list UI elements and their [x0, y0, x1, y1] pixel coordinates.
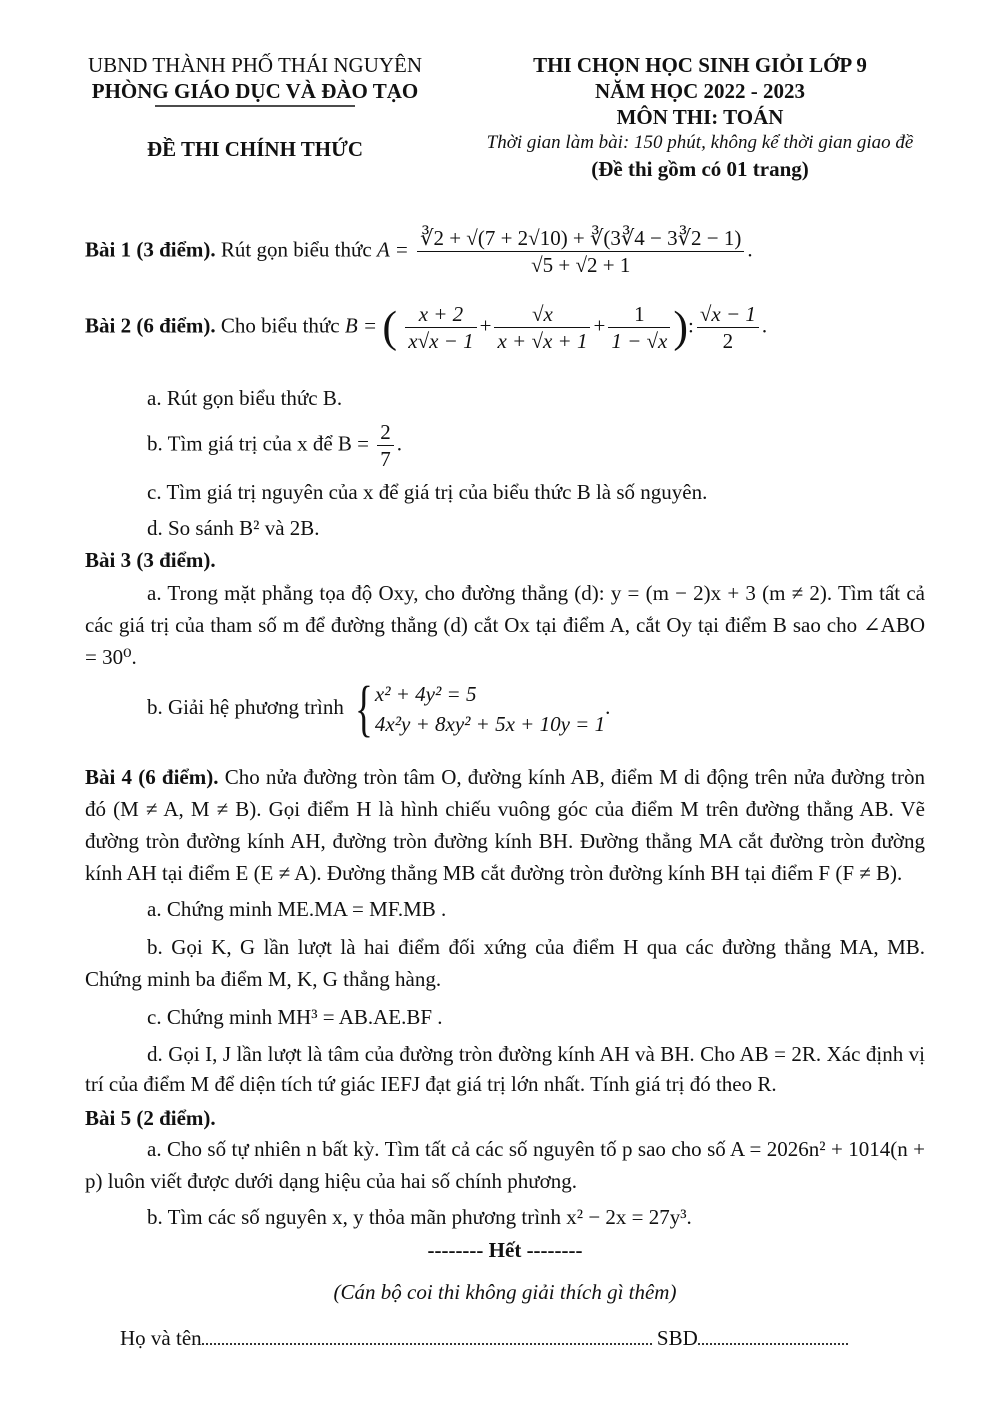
system-equation-1: x² + 4y² = 5 — [374, 682, 477, 706]
problem-2d: d. So sánh B² và 2B. — [147, 516, 320, 540]
candidate-name-label: Họ và tên — [120, 1326, 202, 1350]
problem-2-label: Bài 2 (6 điểm). — [85, 313, 216, 338]
problem-2b-den: 7 — [380, 447, 391, 471]
fraction-1-den: x√x − 1 — [408, 329, 474, 353]
problem-2b: b. Tìm giá trị của x để B = $\frac{2}{7}$ . — [147, 420, 402, 471]
problem-2-lhs: B = — [344, 313, 378, 338]
problem-2-fraction-4 — [697, 301, 759, 354]
problem-2c: c. Tìm giá trị nguyên của x để giá trị của biểu thức B là số nguyên. — [147, 480, 708, 504]
header-duration: Thời gian làm bài: 150 phút, không kể thời gian giao đề — [486, 132, 914, 153]
problem-1-text: Rút gọn biểu thức — [220, 237, 372, 262]
problem-2b-num: 2 — [377, 419, 394, 446]
problem-3-label: Bài 3 (3 điểm). — [85, 548, 216, 572]
problem-5a: a. Cho số tự nhiên n bất kỳ. Tìm tất cả các số nguyên tố p sao cho số A = 2026n² + 1014(n + p) luôn viết được dưới dạng hiệu của hai số chính phương. — [85, 1137, 925, 1193]
problem-2b-text: b. Tìm giá trị của x để B = — [147, 431, 369, 456]
footer-note: (Cán bộ coi thi không giải thích gì thêm) — [333, 1280, 677, 1304]
candidate-sbd-label: SBD — [656, 1326, 698, 1350]
end-marker: -------- Hết -------- — [427, 1238, 583, 1262]
fraction-2-den: x + √x + 1 — [497, 329, 588, 353]
problem-5-label: Bài 5 (2 điểm). — [85, 1106, 216, 1130]
problem-2-fraction-2 — [494, 301, 590, 354]
fraction-2-num: √x — [494, 301, 590, 328]
header-pages: (Đề thi gồm có 01 trang) — [591, 157, 809, 181]
problem-1-end: . — [747, 237, 753, 262]
header-left — [60, 52, 450, 162]
problem-2-fraction-3 — [608, 301, 670, 354]
problem-1-numerator: ∛2 + √(7 + 2√10) + ∛(3∛4 − 3∛2 − 1) — [417, 225, 744, 252]
problem-4c: c. Chứng minh MH³ = AB.AE.BF . — [147, 1005, 443, 1029]
header-authority: UBND THÀNH PHỐ THÁI NGUYÊN — [87, 53, 423, 77]
system-lines — [375, 679, 605, 739]
candidate-info — [85, 1323, 925, 1355]
problem-2-lparen: ( — [382, 302, 398, 352]
problem-2-fraction-1 — [405, 301, 476, 354]
problem-2-rparen: ) — [673, 302, 688, 352]
problem-4-label: Bài 4 (6 điểm). — [85, 765, 219, 789]
problem-4 — [85, 761, 925, 889]
problem-5b: b. Tìm các số nguyên x, y thỏa mãn phương trình x² − 2x = 27y³. — [147, 1205, 692, 1229]
header-right — [450, 52, 950, 182]
header-department: PHÒNG GIÁO DỤC VÀ ĐÀO TẠO — [91, 79, 419, 103]
problem-2-text: Cho biểu thức — [220, 313, 340, 338]
problem-2a: a. Rút gọn biểu thức B. — [147, 386, 343, 410]
problem-1-label: Bài 1 (3 điểm). — [85, 237, 216, 262]
exam-content — [85, 225, 925, 1355]
header-school-year: NĂM HỌC 2022 - 2023 — [595, 79, 805, 103]
problem-4-intro: Cho nửa đường tròn tâm O, đường kính AB, điểm M di động trên nửa đường tròn đó (M ≠ A, M ≠ B). Gọi điểm H là hình chiếu vuông góc của điểm M trên đường thẳng AB. Vẽ đường tròn đường kính AH, đường tròn đường kính BH. Đường thẳng MA cắt đường tròn đường kính AH tại điểm E (E ≠ A). Đường thẳng MB cắt đường tròn đường kính BH tại điểm F (F ≠ B). — [85, 765, 926, 885]
fraction-4-den: 2 — [722, 329, 734, 353]
problem-4b: b. Gọi K, G lần lượt là hai điểm đối xứng của điểm H qua các đường thẳng MA, MB. Chứng minh ba điểm M, K, G thẳng hàng. — [85, 935, 925, 991]
problem-1 — [85, 225, 925, 297]
problem-1-fraction — [417, 225, 744, 278]
system-brace: { — [355, 675, 373, 743]
problem-1-denominator: √5 + √2 + 1 — [531, 253, 631, 277]
header-exam-title: THI CHỌN HỌC SINH GIỎI LỚP 9 — [533, 53, 867, 77]
problem-3a: a. Trong mặt phẳng tọa độ Oxy, cho đường thẳng (d): y = (m − 2)x + 3 (m ≠ 2). Tìm tất cả các giá trị của tham số m để đường thẳng (d) cắt Ox tại điểm A, cắt Oy tại điểm B sao cho ∠ABO = 30⁰. — [85, 581, 925, 669]
candidate-name-line — [202, 1325, 652, 1345]
header-official: ĐỀ THI CHÍNH THỨC — [146, 137, 364, 161]
fraction-3-den: 1 − √x — [611, 329, 668, 353]
fraction-1-num: x + 2 — [405, 301, 476, 328]
problem-2: Bài 2 (6 điểm). Cho biểu thức B = ( $\frac{x + 2}{x√x - 1}$ + $\frac{√x}{x + √x + 1}$ + $\frac{1}{1 - √x}$ ): $\frac{√x - 1}{2}$ . — [85, 302, 768, 353]
problem-4a: a. Chứng minh ME.MA = MF.MB . — [147, 897, 447, 921]
header-subject: MÔN THI: TOÁN — [616, 105, 784, 129]
fraction-3-num: 1 — [608, 301, 670, 328]
header-underline — [155, 104, 355, 108]
problem-3b: b. Giải hệ phương trình { x² + 4y² = 5 4x²y + 8xy² + 5x + 10y = 1 . — [147, 675, 611, 743]
system-equation-2: 4x²y + 8xy² + 5x + 10y = 1 — [374, 712, 606, 736]
problem-2b-fraction — [377, 419, 394, 472]
problem-3b-text: b. Giải hệ phương trình — [147, 694, 344, 719]
problem-4d: d. Gọi I, J lần lượt là tâm của đường tròn đường kính AH và BH. Cho AB = 2R. Xác định vị trí của điểm M để diện tích tứ giác IEFJ đạt giá trị lớn nhất. Tính giá trị đó theo R. — [85, 1042, 925, 1096]
problem-1-lhs: A = — [376, 237, 409, 262]
fraction-4-num: √x − 1 — [697, 301, 759, 328]
candidate-sbd-line — [698, 1325, 848, 1345]
